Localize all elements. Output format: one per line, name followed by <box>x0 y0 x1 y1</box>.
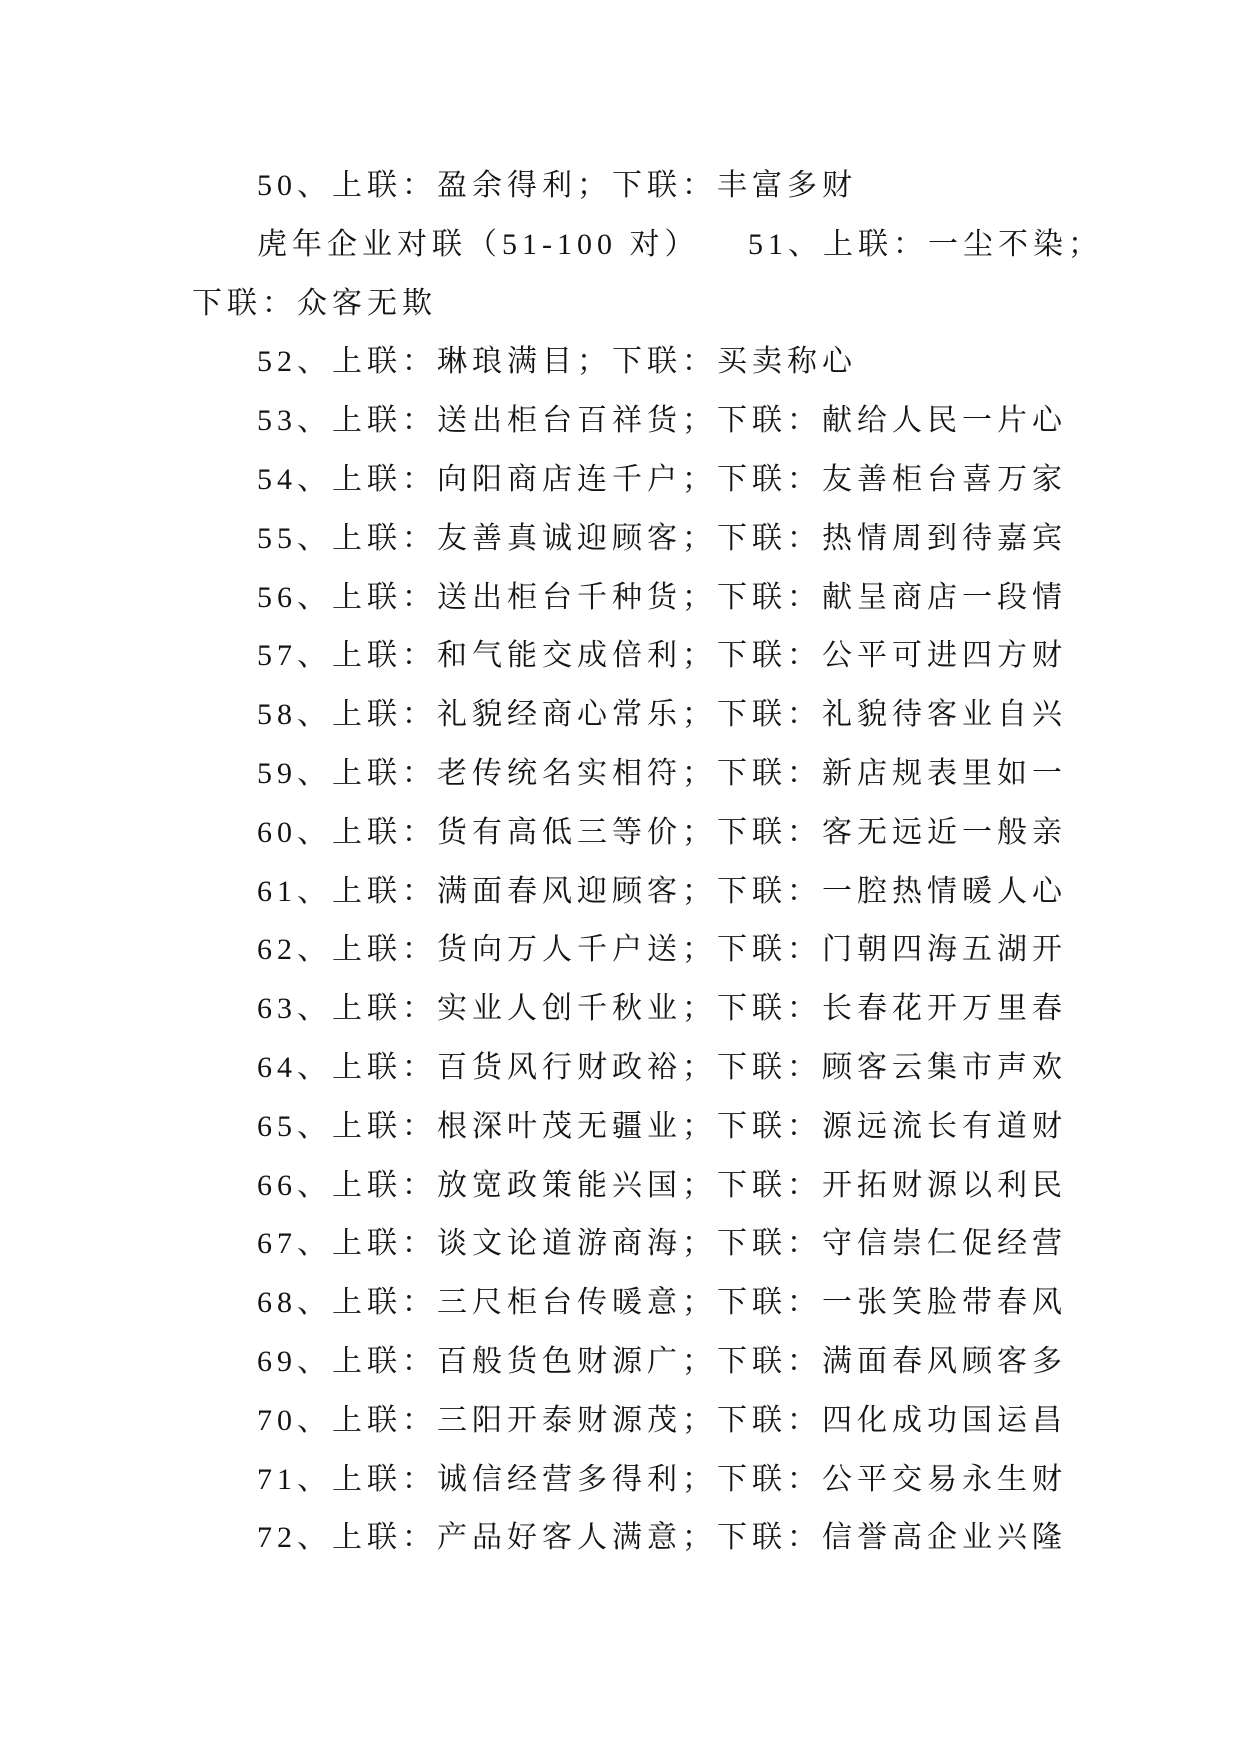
couplet-line-55: 55、上联：友善真诚迎顾客；下联：热情周到待嘉宾 <box>257 521 1067 555</box>
couplet-line-70: 70、上联：三阳开泰财源茂；下联：四化成功国运昌 <box>257 1403 1067 1437</box>
couplet-line-64: 64、上联：百货风行财政裕；下联：顾客云集市声欢 <box>257 1050 1067 1084</box>
couplet-line-66: 66、上联：放宽政策能兴国；下联：开拓财源以利民 <box>257 1168 1067 1202</box>
couplet-line-56: 56、上联：送出柜台千种货；下联：献呈商店一段情 <box>257 580 1067 614</box>
section-heading-line <box>192 216 1103 275</box>
couplet-line-61: 61、上联：满面春风迎顾客；下联：一腔热情暖人心 <box>257 874 1067 908</box>
couplet-line-57: 57、上联：和气能交成倍利；下联：公平可进四方财 <box>257 639 1067 673</box>
couplet-line-60: 60、上联：货有高低三等价；下联：客无远近一般亲 <box>257 815 1067 849</box>
couplet-line-54: 54、上联：向阳商店连千户；下联：友善柜台喜万家 <box>257 462 1067 496</box>
couplet-line-58: 58、上联：礼貌经商心常乐；下联：礼貌待客业自兴 <box>257 698 1067 732</box>
section-heading: 虎年企业对联（51-100 对） <box>257 227 700 261</box>
couplet-line-71: 71、上联：诚信经营多得利；下联：公平交易永生财 <box>257 1462 1067 1496</box>
couplet-line-67: 67、上联：谈文论道游商海；下联：守信崇仁促经营 <box>257 1227 1067 1261</box>
couplet-line-51-lower: 下联：众客无欺 <box>192 286 437 320</box>
couplet-line-69: 69、上联：百般货色财源广；下联：满面春风顾客多 <box>257 1344 1067 1378</box>
couplet-line-59: 59、上联：老传统名实相符；下联：新店规表里如一 <box>257 756 1067 790</box>
couplet-line-52: 52、上联：琳琅满目；下联：买卖称心 <box>257 345 857 379</box>
couplet-line-51-upper: 51、上联：一尘不染； <box>748 227 1103 261</box>
couplet-line-63: 63、上联：实业人创千秋业；下联：长春花开万里春 <box>257 992 1067 1026</box>
couplet-line-62: 62、上联：货向万人千户送；下联：门朝四海五湖开 <box>257 933 1067 967</box>
couplet-line-72: 72、上联：产品好客人满意；下联：信誉高企业兴隆 <box>257 1521 1067 1555</box>
document-body <box>192 157 1103 1568</box>
couplet-line-53: 53、上联：送出柜台百祥货；下联：献给人民一片心 <box>257 404 1067 438</box>
couplet-line-65: 65、上联：根深叶茂无疆业；下联：源远流长有道财 <box>257 1109 1067 1143</box>
couplet-line-50: 50、上联：盈余得利；下联：丰富多财 <box>257 169 857 202</box>
couplet-line-68: 68、上联：三尺柜台传暖意；下联：一张笑脸带春风 <box>257 1286 1067 1320</box>
